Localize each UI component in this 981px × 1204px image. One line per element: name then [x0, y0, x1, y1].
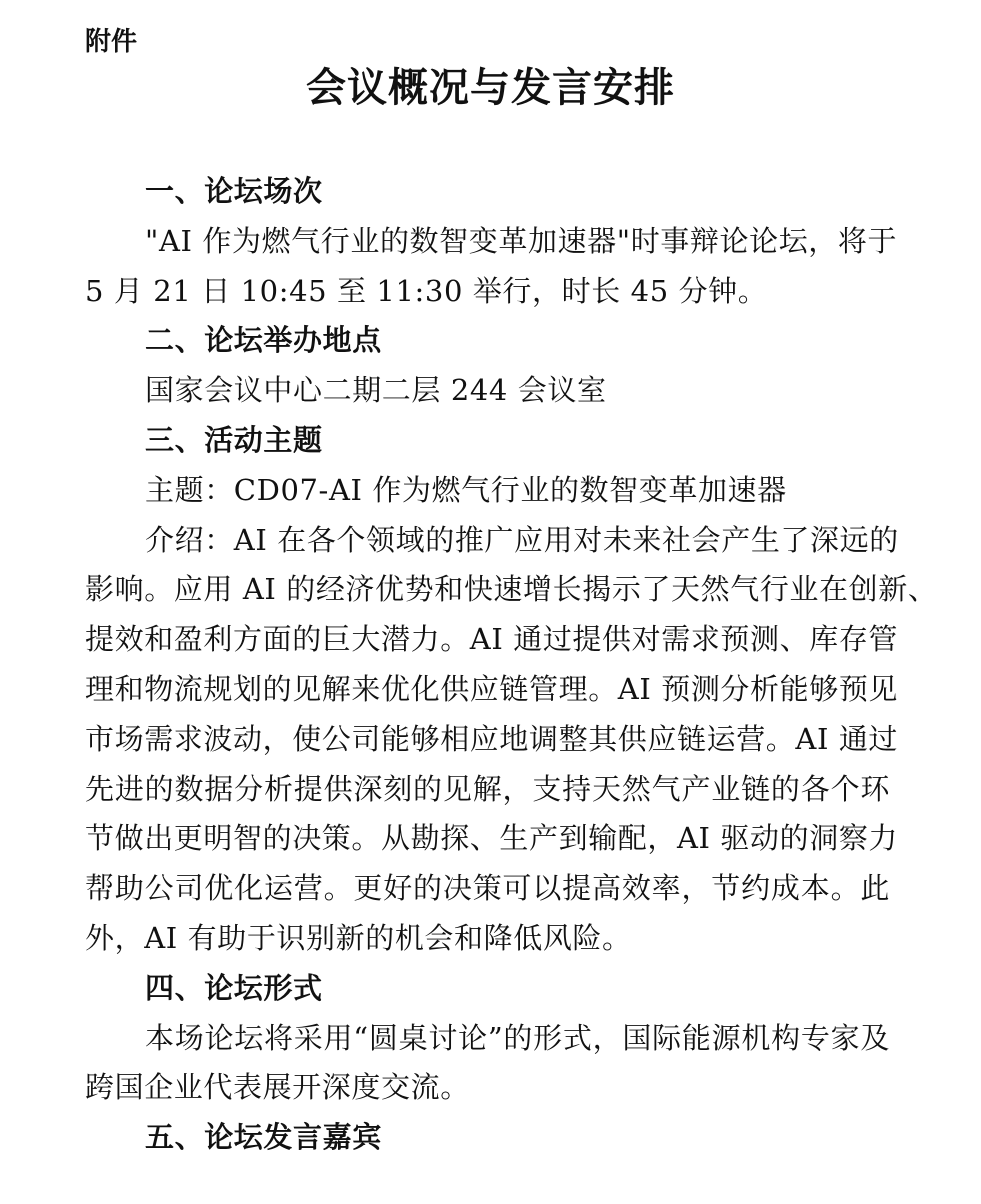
document-body: [0, 167, 981, 1163]
section-4-line-1: 本场论坛将采用“圆桌讨论”的形式，国际能源机构专家及: [145, 1020, 890, 1055]
section-3-intro-line-4: 理和物流规划的见解来优化供应链管理。AI 预测分析能够预见: [85, 671, 899, 706]
section-3-topic-line: 主题：CD07-AI 作为燃气行业的数智变革加速器: [145, 472, 787, 507]
section-4-heading: 四、论坛形式: [145, 970, 323, 1005]
section-1-line-1: "AI 作为燃气行业的数智变革加速器"时事辩论论坛，将于: [145, 223, 898, 258]
section-3-heading: 三、活动主题: [145, 422, 323, 457]
section-3-intro-line-3: 提效和盈利方面的巨大潜力。AI 通过提供对需求预测、库存管: [85, 622, 899, 657]
section-2-line-1: 国家会议中心二期二层 244 会议室: [145, 373, 607, 408]
document-title: 会议概况与发言安排: [306, 64, 675, 111]
section-3-intro-line-2: 影响。应用 AI 的经济优势和快速增长揭示了天然气行业在创新、: [85, 572, 938, 607]
section-4-line-2: 跨国企业代表展开深度交流。: [85, 1070, 470, 1105]
section-3-intro-line-7: 节做出更明智的决策。从勘探、生产到输配，AI 驱动的洞察力: [85, 821, 899, 856]
section-3-intro-line-8: 帮助公司优化运营。更好的决策可以提高效率，节约成本。此: [85, 871, 890, 906]
section-3-intro-line-6: 先进的数据分析提供深刻的见解，支持天然气产业链的各个环: [85, 771, 890, 806]
section-1-line-2: 5 月 21 日 10:45 至 11:30 举行，时长 45 分钟。: [85, 273, 768, 308]
section-3-intro-line-5: 市场需求波动，使公司能够相应地调整其供应链运营。AI 通过: [85, 721, 899, 756]
section-5-heading: 五、论坛发言嘉宾: [145, 1120, 382, 1155]
section-3-intro-line-1: 介绍：AI 在各个领域的推广应用对未来社会产生了深远的: [145, 522, 899, 557]
section-1-heading: 一、论坛场次: [145, 174, 323, 208]
section-3-intro-line-9: 外，AI 有助于识别新的机会和降低风险。: [85, 920, 632, 955]
section-2-heading: 二、论坛举办地点: [145, 323, 382, 358]
attachment-label: 附件: [85, 27, 138, 57]
